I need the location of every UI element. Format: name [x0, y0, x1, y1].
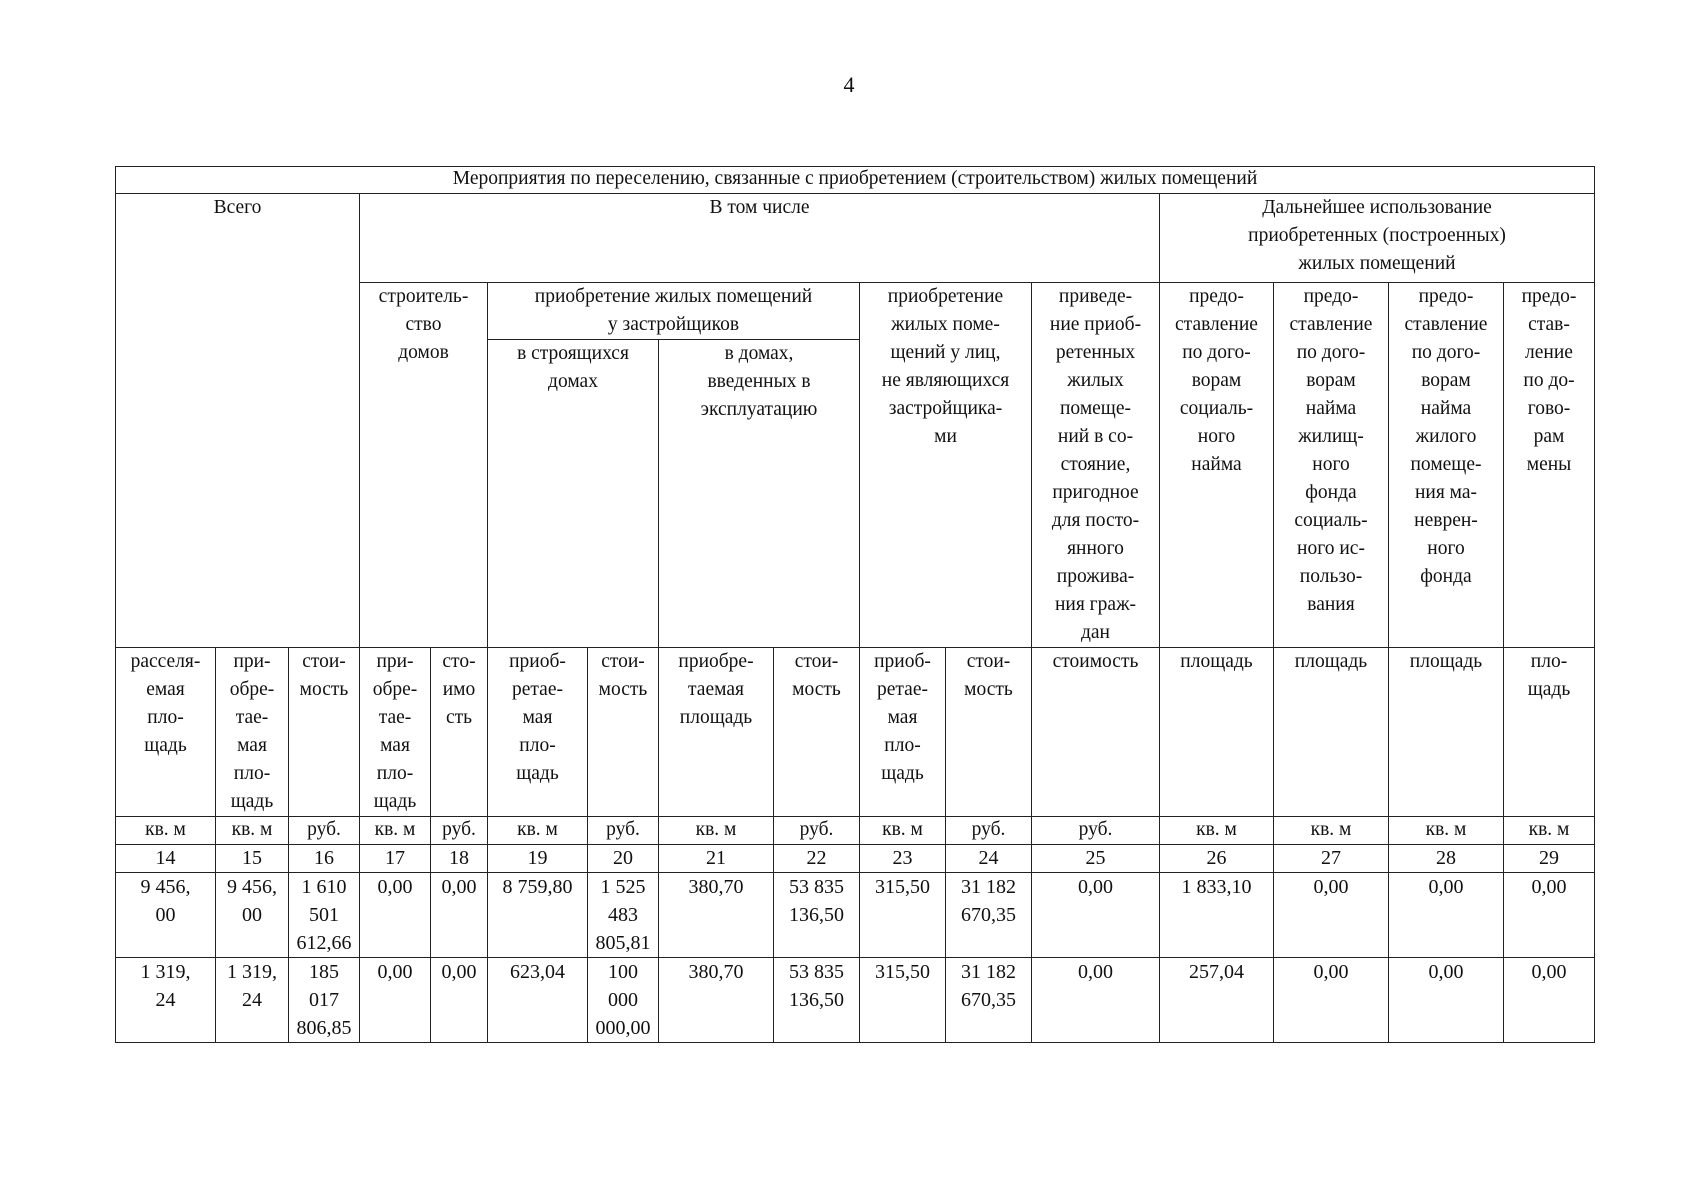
col-header: стои- мость: [289, 648, 360, 817]
col-header: стои- мость: [774, 648, 860, 817]
data-cell: 53 835 136,50: [774, 873, 860, 958]
header-further-use: Дальнейшее использование приобретенных (построенных) жилых помещений: [1160, 194, 1595, 283]
header-purchase-developers: приобретение жилых помещений у застройщиков: [488, 283, 860, 340]
unit-cell: кв. м: [1160, 817, 1274, 845]
unit-cell: руб.: [946, 817, 1032, 845]
column-number: 24: [946, 845, 1032, 873]
data-cell: 0,00: [1504, 958, 1595, 1043]
data-cell: 0,00: [360, 873, 431, 958]
table-row: [116, 873, 1595, 958]
data-cell: 31 182 670,35: [946, 958, 1032, 1043]
column-number: 19: [488, 845, 588, 873]
unit-cell: кв. м: [659, 817, 774, 845]
col-header: приоб- ретае- мая пло- щадь: [860, 648, 946, 817]
column-number: 22: [774, 845, 860, 873]
header-including: В том числе: [360, 194, 1160, 283]
unit-cell: руб.: [431, 817, 488, 845]
col-header: при- обре- тае- мая пло- щадь: [216, 648, 289, 817]
col-header: пло- щадь: [1504, 648, 1595, 817]
data-cell: 0,00: [1274, 958, 1389, 1043]
column-number: 28: [1389, 845, 1504, 873]
data-cell: 1 319, 24: [216, 958, 289, 1043]
col-header: стоимость: [1032, 648, 1160, 817]
header-construction: строитель- ство домов: [360, 283, 488, 648]
column-number: 21: [659, 845, 774, 873]
unit-cell: кв. м: [1389, 817, 1504, 845]
resettlement-table: [115, 166, 1595, 1043]
data-cell: 31 182 670,35: [946, 873, 1032, 958]
col-header: площадь: [1274, 648, 1389, 817]
data-cell: 315,50: [860, 873, 946, 958]
header-maneuver-fund: предо- ставление по дого- ворам найма жилого помеще- ния ма- неврен- ного фонда: [1389, 283, 1504, 648]
unit-cell: кв. м: [860, 817, 946, 845]
data-cell: 0,00: [431, 958, 488, 1043]
column-number: 20: [588, 845, 659, 873]
unit-cell: руб.: [588, 817, 659, 845]
header-social-use-fund: предо- ставление по дого- ворам найма жилищ- ного фонда социаль- ного ис- пользо- вания: [1274, 283, 1389, 648]
col-header: площадь: [1160, 648, 1274, 817]
column-number: 23: [860, 845, 946, 873]
data-cell: 623,04: [488, 958, 588, 1043]
column-number: 18: [431, 845, 488, 873]
col-header: сто- имо сть: [431, 648, 488, 817]
data-cell: 257,04: [1160, 958, 1274, 1043]
header-total: Всего: [116, 194, 360, 648]
column-number: 26: [1160, 845, 1274, 873]
unit-cell: кв. м: [1504, 817, 1595, 845]
header-in-construction: в строящихся домах: [488, 340, 659, 648]
table-row: [116, 958, 1595, 1043]
col-header: стои- мость: [588, 648, 659, 817]
header-exchange: предо- став- ление по до- гово- рам мены: [1504, 283, 1595, 648]
unit-cell: кв. м: [116, 817, 216, 845]
column-number: 14: [116, 845, 216, 873]
column-number: 29: [1504, 845, 1595, 873]
page-number: 4: [843, 72, 855, 97]
header-purchase-non-developers: приобретение жилых поме- щений у лиц, не являющихся застройщика- ми: [860, 283, 1032, 648]
unit-cell: кв. м: [488, 817, 588, 845]
unit-cell: руб.: [774, 817, 860, 845]
unit-cell: кв. м: [216, 817, 289, 845]
column-number: 25: [1032, 845, 1160, 873]
header-bringing-to-condition: приведе- ние приоб- ретенных жилых помеще- ний в со- стояние, пригодное для посто- янного прожива- ния граж- дан: [1032, 283, 1160, 648]
data-cell: 0,00: [1389, 873, 1504, 958]
data-cell: 9 456, 00: [116, 873, 216, 958]
data-cell: 0,00: [1389, 958, 1504, 1043]
data-cell: 1 319, 24: [116, 958, 216, 1043]
unit-cell: руб.: [289, 817, 360, 845]
data-cell: 380,70: [659, 958, 774, 1043]
data-cell: 0,00: [360, 958, 431, 1043]
column-number: 15: [216, 845, 289, 873]
data-cell: 0,00: [431, 873, 488, 958]
column-number: 27: [1274, 845, 1389, 873]
header-commissioned: в домах, введенных в эксплуатацию: [659, 340, 860, 648]
col-header: приобре- таемая площадь: [659, 648, 774, 817]
data-cell: 53 835 136,50: [774, 958, 860, 1043]
data-cell: 380,70: [659, 873, 774, 958]
column-number: 17: [360, 845, 431, 873]
header-social-lease: предо- ставление по дого- ворам социаль- ного найма: [1160, 283, 1274, 648]
col-header: приоб- ретае- мая пло- щадь: [488, 648, 588, 817]
data-cell: 1 833,10: [1160, 873, 1274, 958]
unit-cell: кв. м: [360, 817, 431, 845]
data-cell: 1 610 501 612,66: [289, 873, 360, 958]
data-cell: 0,00: [1274, 873, 1389, 958]
data-cell: 315,50: [860, 958, 946, 1043]
data-cell: 8 759,80: [488, 873, 588, 958]
data-cell: 0,00: [1032, 873, 1160, 958]
data-cell: 0,00: [1504, 873, 1595, 958]
col-header: площадь: [1389, 648, 1504, 817]
col-header: стои- мость: [946, 648, 1032, 817]
data-cell: 100 000 000,00: [588, 958, 659, 1043]
table-title: Мероприятия по переселению, связанные с приобретением (строительством) жилых помещений: [116, 167, 1595, 194]
data-cell: 1 525 483 805,81: [588, 873, 659, 958]
unit-cell: кв. м: [1274, 817, 1389, 845]
unit-cell: руб.: [1032, 817, 1160, 845]
data-cell: 185 017 806,85: [289, 958, 360, 1043]
data-cell: 9 456, 00: [216, 873, 289, 958]
col-header: расселя- емая пло- щадь: [116, 648, 216, 817]
col-header: при- обре- тае- мая пло- щадь: [360, 648, 431, 817]
column-number: 16: [289, 845, 360, 873]
data-cell: 0,00: [1032, 958, 1160, 1043]
